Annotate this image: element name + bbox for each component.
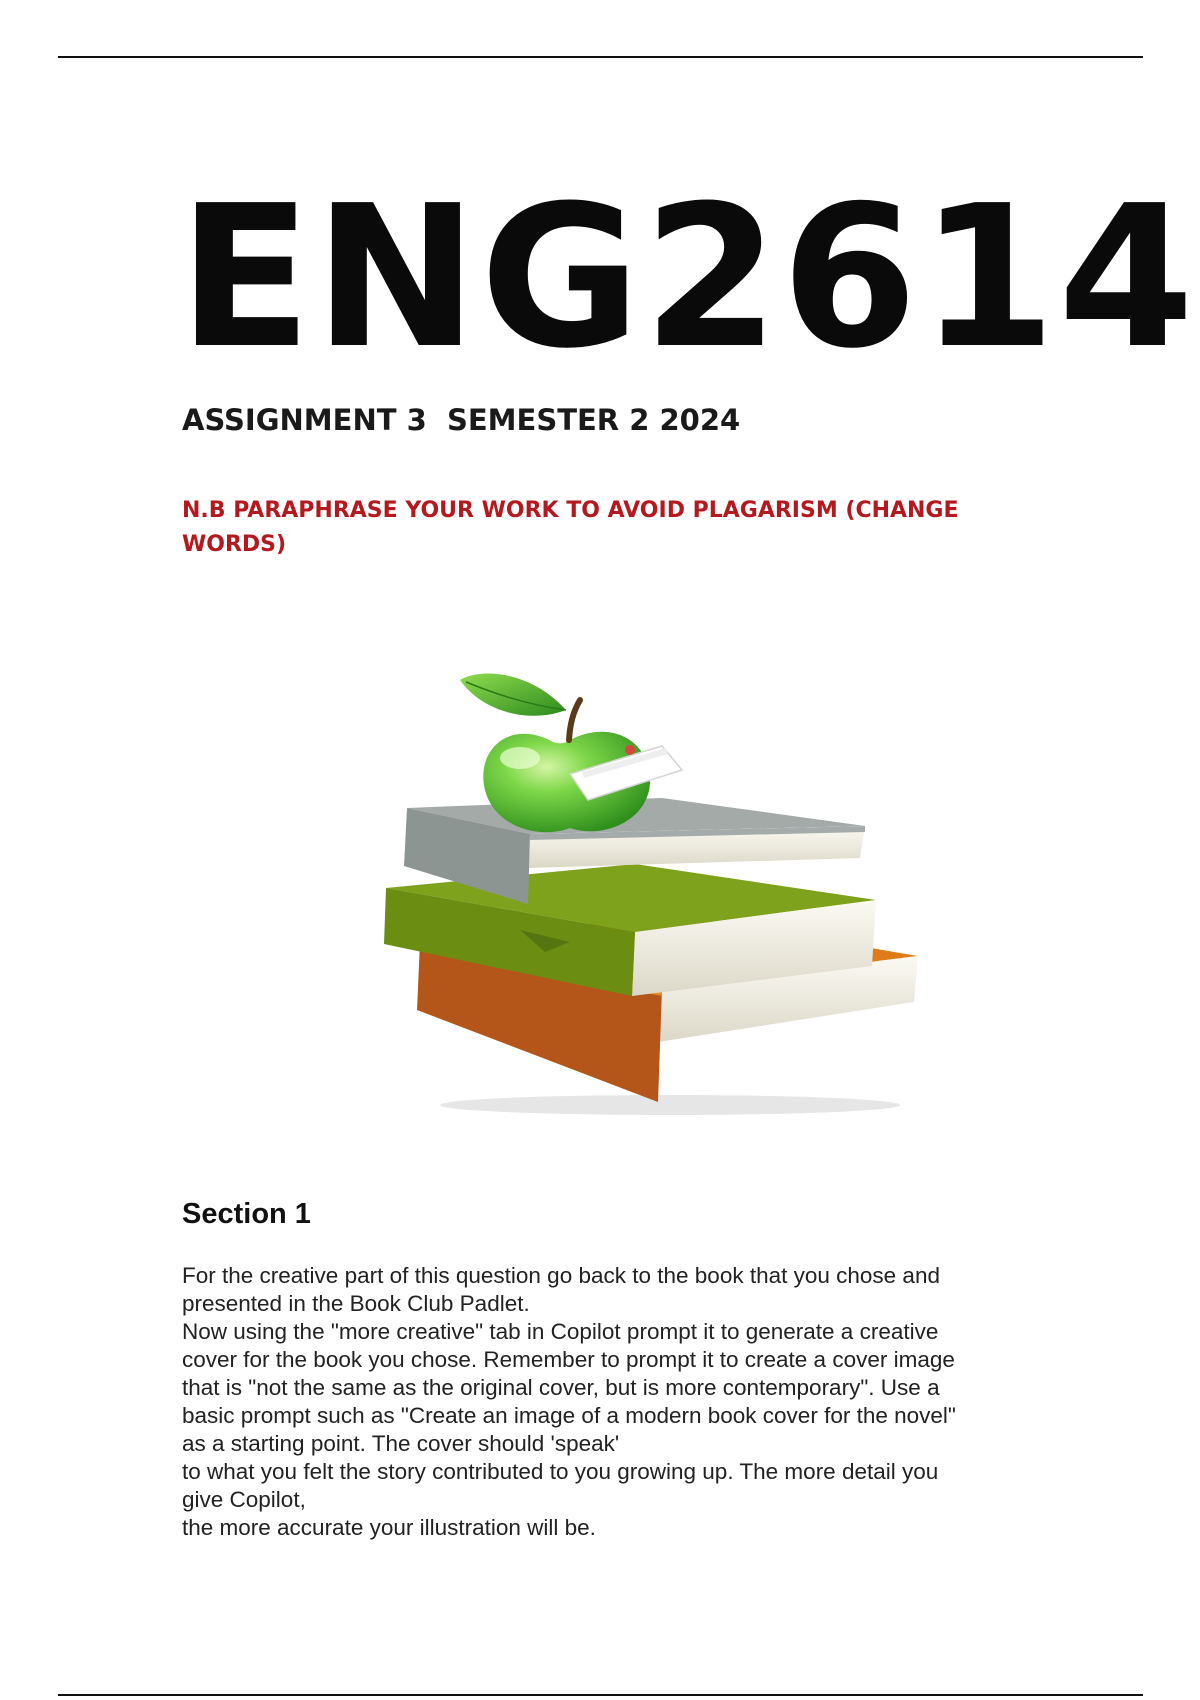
- course-code-title: ENG2614: [178, 164, 1197, 392]
- assignment-title: ASSIGNMENT 3 SEMESTER 2 2024: [182, 403, 741, 437]
- plagiarism-notice: N.B PARAPHRASE YOUR WORK TO AVOID PLAGARISM (CHANGE WORDS): [182, 498, 959, 557]
- section-body-line: the more accurate your illustration will be.: [182, 1515, 596, 1540]
- section-body-line: presented in the Book Club Padlet.: [182, 1291, 530, 1316]
- book-stack-with-apple-icon: [370, 650, 930, 1120]
- bottom-rule: [58, 1694, 1143, 1696]
- section-body-line: to what you felt the story contributed to you growing up. The more detail you: [182, 1459, 939, 1484]
- section-body-line: basic prompt such as "Create an image of a modern book cover for the novel": [182, 1403, 956, 1428]
- section-body-line: as a starting point. The cover should 'speak': [182, 1431, 620, 1456]
- section-heading: Section 1: [182, 1198, 311, 1230]
- section-body-line: that is "not the same as the original cover, but is more contemporary". Use a: [182, 1375, 940, 1400]
- section-body-line: Now using the "more creative" tab in Copilot prompt it to generate a creative: [182, 1319, 939, 1344]
- section-body-line: For the creative part of this question go back to the book that you chose and: [182, 1263, 940, 1288]
- section-body: [182, 1262, 1082, 1542]
- top-rule: [58, 56, 1143, 58]
- section-body-line: give Copilot,: [182, 1487, 306, 1512]
- section-body-line: cover for the book you chose. Remember to prompt it to create a cover image: [182, 1347, 955, 1372]
